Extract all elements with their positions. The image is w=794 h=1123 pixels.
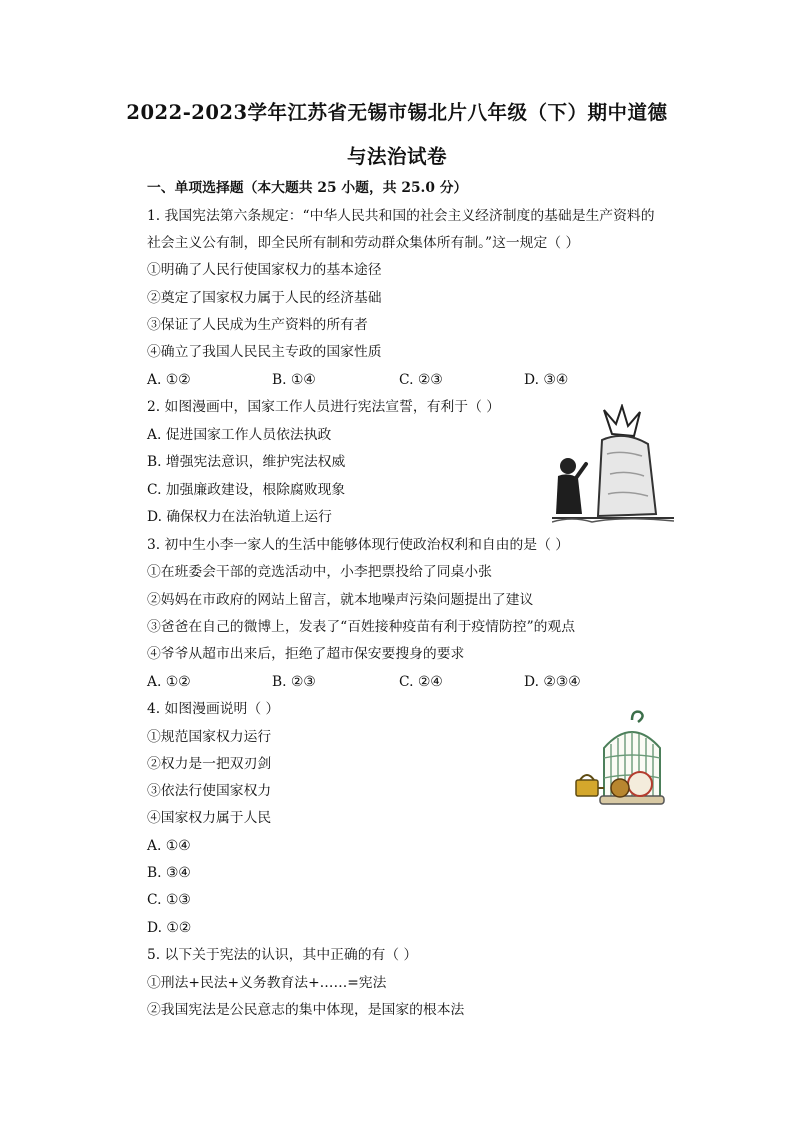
q3-stem: 3. 初中生小李一家人的生活中能够体现行使政治权利和自由的是（ ） [147, 537, 570, 553]
q2-option-c: C. 加强廉政建设，根除腐败现象 [147, 482, 346, 498]
q3-item-1: ①在班委会干部的竞选活动中，小李把票投给了同桌小张 [147, 564, 492, 580]
q1-option-c: C. ②③ [399, 372, 443, 388]
section-heading: 一、单项选择题（本大题共 25 小题，共 25.0 分） [147, 180, 468, 196]
q4-item-2: ②权力是一把双刃剑 [147, 756, 272, 772]
q1-option-a: A. ①② [147, 372, 191, 388]
q2-stem: 2. 如图漫画中，国家工作人员进行宪法宣誓，有利于（ ） [147, 399, 501, 415]
q1-item-4: ④确立了我国人民民主专政的国家性质 [147, 344, 382, 360]
q4-item-1: ①规范国家权力运行 [147, 729, 272, 745]
q3-option-d: D. ②③④ [524, 674, 581, 690]
q3-item-2: ②妈妈在市政府的网站上留言，就本地噪声污染问题提出了建议 [147, 592, 534, 608]
q4-option-b: B. ③④ [147, 865, 191, 881]
q1-stem-line2: 社会主义公有制，即全民所有制和劳动群众集体所有制。”这一规定（ ） [147, 235, 580, 251]
q4-option-d: D. ①② [147, 920, 192, 936]
q3-item-4: ④爷爷从超市出来后，拒绝了超市保安要搜身的要求 [147, 646, 465, 662]
q3-option-a: A. ①② [147, 674, 191, 690]
q3-item-3: ③爸爸在自己的微博上，发表了“百姓接种疫苗有利于疫情防控”的观点 [147, 619, 576, 635]
q4-item-4: ④国家权力属于人民 [147, 810, 272, 826]
q5-item-1: ①刑法+民法+义务教育法+……=宪法 [147, 975, 387, 991]
q2-option-d: D. 确保权力在法治轨道上运行 [147, 509, 332, 525]
q1-item-3: ③保证了人民成为生产资料的所有者 [147, 317, 368, 333]
q4-item-3: ③依法行使国家权力 [147, 783, 272, 799]
q4-option-a: A. ①④ [147, 838, 191, 854]
q1-option-b: B. ①④ [272, 372, 316, 388]
q1-option-d: D. ③④ [524, 372, 569, 388]
q4-option-c: C. ①③ [147, 892, 191, 908]
q2-option-a: A. 促进国家工作人员依法执政 [147, 427, 332, 443]
paper-title-line1: 2022-2023学年江苏省无锡市锡北片八年级（下）期中道德 [126, 101, 668, 124]
q1-item-1: ①明确了人民行使国家权力的基本途径 [147, 262, 382, 278]
birdcage-cartoon-image [568, 708, 670, 808]
paper-title-line2: 与法治试卷 [346, 145, 447, 168]
q1-item-2: ②奠定了国家权力属于人民的经济基础 [147, 290, 382, 306]
q5-item-2: ②我国宪法是公民意志的集中体现，是国家的根本法 [147, 1002, 465, 1018]
q5-stem: 5. 以下关于宪法的认识，其中正确的有（ ） [147, 947, 418, 963]
oath-cartoon-image [552, 404, 674, 524]
q4-stem: 4. 如图漫画说明（ ） [147, 701, 280, 717]
q1-stem-line1: 1. 我国宪法第六条规定：“中华人民共和国的社会主义经济制度的基础是生产资料的 [147, 208, 655, 224]
q3-option-c: C. ②④ [399, 674, 443, 690]
q2-option-b: B. 增强宪法意识，维护宪法权威 [147, 454, 346, 470]
q3-option-b: B. ②③ [272, 674, 316, 690]
